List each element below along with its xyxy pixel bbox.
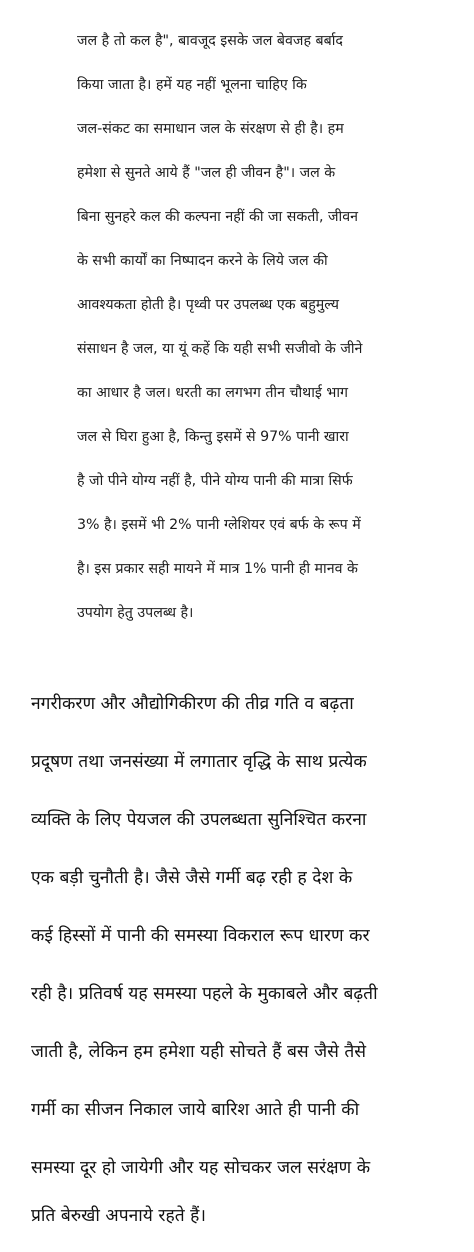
paragraph-line: 3% है। इसमें भी 2% पानी ग्लेशियर एवं बर्फ के रूप में [77, 517, 361, 533]
paragraph-line: के सभी कार्यों का निष्पादन करने के लिये जल की [77, 253, 328, 269]
paragraph-line: गर्मी का सीजन निकाल जाये बारिश आते ही पानी की [31, 1100, 360, 1120]
paragraph-line: है जो पीने योग्य नहीं है, पीने योग्य पानी की मात्रा सिर्फ [77, 473, 353, 489]
paragraph-line: एक बड़ी चुनौती है। जैसे जैसे गर्मी बढ़ रही ह देश के [31, 868, 353, 888]
paragraph-line: नगरीकरण और औद्योगिकीरण की तीव्र गति व बढ़ता [31, 694, 354, 714]
paragraph-line: जल से घिरा हुआ है, किन्तु इसमें से 97% पानी खारा [77, 429, 349, 445]
paragraph-line: बिना सुनहरे कल की कल्पना नहीं की जा सकती, जीवन [77, 209, 358, 225]
paragraph-line: है। इस प्रकार सही मायने में मात्र 1% पानी ही मानव के [77, 561, 358, 577]
paragraph-line: किया जाता है। हमें यह नहीं भूलना चाहिए कि [77, 77, 307, 93]
paragraph-line: जाती है, लेकिन हम हमेशा यही सोचते हैं बस जैसे तैसे [31, 1042, 367, 1062]
paragraph-line: समस्या दूर हो जायेगी और यह सोचकर जल सरंक्षण के [31, 1158, 371, 1178]
paragraph-line: प्रति बेरुखी अपनाये रहते हैं। [31, 1206, 206, 1226]
paragraph-line: रही है। प्रतिवर्ष यह समस्या पहले के मुकाबले और बढ़ती [31, 984, 378, 1004]
paragraph-line: हमेशा से सुनते आये हैं "जल ही जीवन है"। जल के [77, 165, 336, 181]
paragraph-line: आवश्यकता होती है। पृथ्वी पर उपलब्ध एक बहुमुल्य [77, 297, 339, 313]
paragraph-line: जल-संकट का समाधान जल के संरक्षण से ही है। हम [77, 121, 344, 137]
paragraph-line: का आधार है जल। धरती का लगभग तीन चौथाई भाग [77, 385, 349, 401]
paragraph-line: संसाधन है जल, या यूं कहें कि यही सभी सजीवो के जीने [77, 341, 363, 357]
paragraph-line: प्रदूषण तथा जनसंख्या में लगातार वृद्धि के साथ प्रत्येक [31, 752, 367, 772]
paragraph-line: कई हिस्सों में पानी की समस्या विकराल रूप धारण कर [31, 926, 370, 946]
paragraph-line: उपयोग हेतु उपलब्ध है। [77, 605, 194, 621]
paragraph-line: जल है तो कल है", बावजूद इसके जल बेवजह बर्बाद [77, 33, 343, 49]
paragraph-line: व्यक्ति के लिए पेयजल की उपलब्धता सुनिश्चित करना [31, 810, 367, 830]
